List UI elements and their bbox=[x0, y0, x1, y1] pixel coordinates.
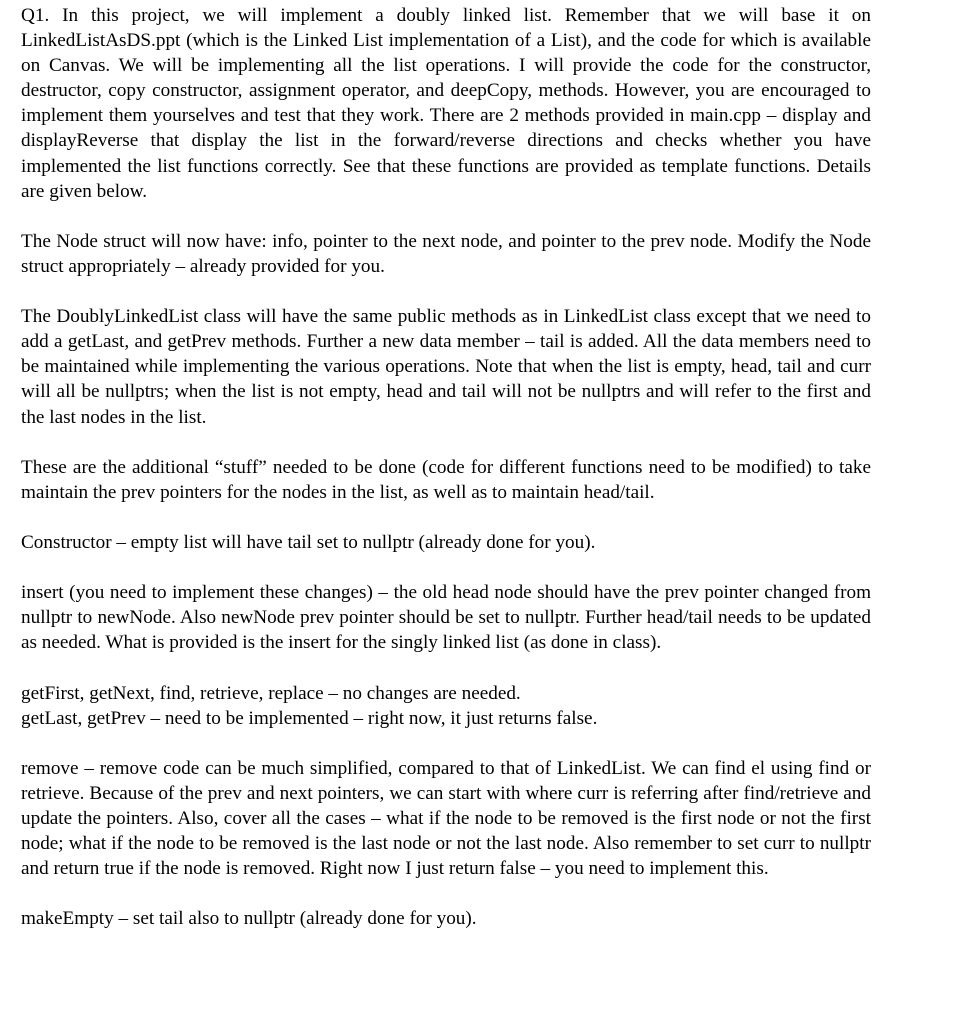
line-get-first: getFirst, getNext, find, retrieve, replace – no changes are needed. bbox=[21, 682, 521, 704]
paragraph-insert: insert (you need to implement these changes) – the old head node should have the prev pointer changed from nullptr to newNode. Also newNode prev pointer should be set to nullptr. Further head/tail needs to be updated as needed. What is provided is the insert for the singly linked list (as done in class). bbox=[21, 582, 871, 654]
line-get-last: getLast, getPrev – need to be implemented – right now, it just returns false. bbox=[21, 707, 598, 729]
document-body bbox=[21, 3, 871, 957]
paragraph-remove: remove – remove code can be much simplified, compared to that of LinkedList. We can find el using find or retrieve. Because of the prev and next pointers, we can start with where curr is referring after find/retrieve and update the pointers. Also, cover all the cases – what if the node to be removed is the first node or not the first node; what if the node to be removed is the last node or not the last node. Also remember to set curr to nullptr and return true if the node is removed. Right now I just return false – you need to implement this. bbox=[21, 757, 871, 880]
paragraph-additional-stuff: These are the additional “stuff” needed to be done (code for different functions need to be modified) to take maintain the prev pointers for the nodes in the list, as well as to maintain head/tail. bbox=[21, 456, 871, 503]
paragraph-class-description: The DoublyLinkedList class will have the same public methods as in LinkedList class except that we need to add a getLast, and getPrev methods. Further a new data member – tail is added. All the data members need to be maintained while implementing the various operations. Note that when the list is empty, head, tail and curr will all be nullptrs; when the list is not empty, head and tail will not be nullptrs and will refer to the first and the last nodes in the list. bbox=[21, 306, 871, 428]
paragraph-make-empty: makeEmpty – set tail also to nullptr (already done for you). bbox=[21, 908, 477, 930]
paragraph-intro: Q1. In this project, we will implement a doubly linked list. Remember that we will base it on LinkedListAsDS.ppt (which is the Linked List implementation of a List), and the code for which is available on Canvas. We will be implementing all the list operations. I will provide the code for the constructor, destructor, copy constructor, assignment operator, and deepCopy, methods. However, you are encouraged to implement them yourselves and test that they work. There are 2 methods provided in main.cpp – display and displayReverse that display the list in the forward/reverse directions and checks whether you have implemented the list functions correctly. See that these functions are provided as template functions. Details are given below. bbox=[21, 5, 871, 202]
paragraph-constructor: Constructor – empty list will have tail set to nullptr (already done for you). bbox=[21, 531, 596, 553]
paragraph-node-struct: The Node struct will now have: info, pointer to the next node, and pointer to the prev node. Modify the Node struct appropriately – already provided for you. bbox=[21, 230, 871, 277]
